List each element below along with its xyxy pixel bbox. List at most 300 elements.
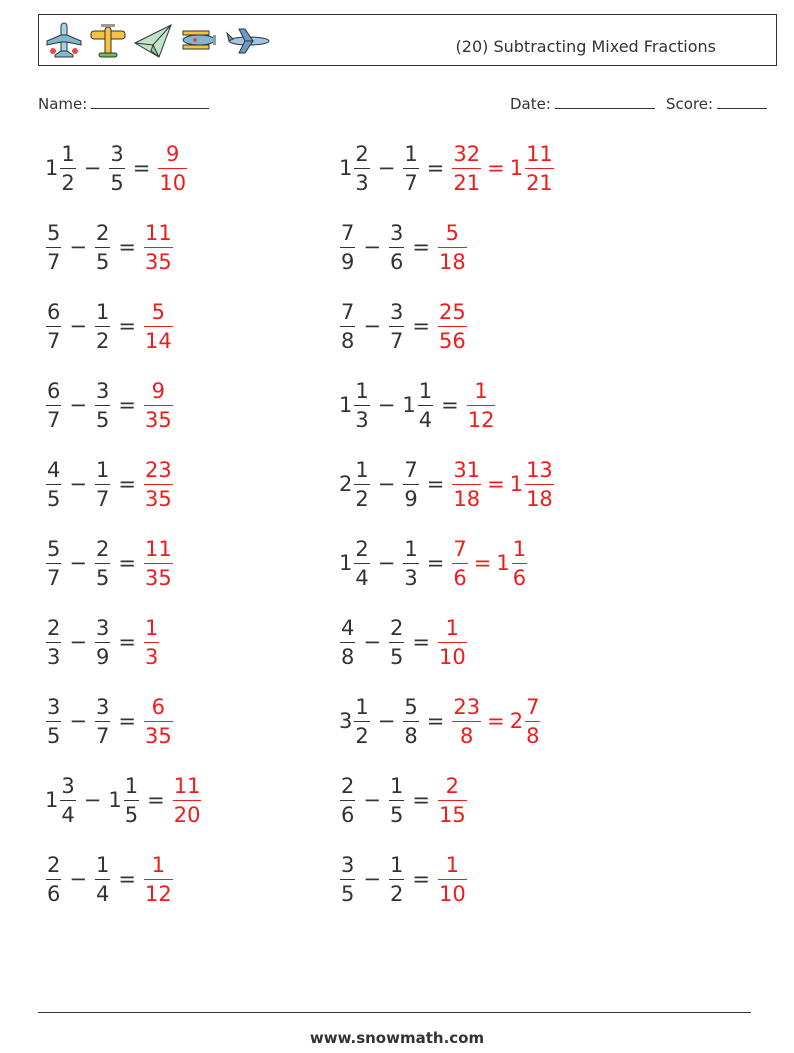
subtrahend [93, 693, 112, 750]
denominator: 20 [173, 802, 201, 827]
numerator: 7 [453, 536, 467, 561]
numerator: 1 [355, 694, 369, 719]
fraction [95, 377, 110, 434]
fraction [389, 298, 404, 355]
date-field [510, 94, 655, 113]
answer [450, 693, 542, 750]
fraction [389, 219, 404, 276]
fraction [124, 772, 139, 829]
equals-sign: = [118, 393, 136, 417]
numerator: 1 [389, 852, 404, 877]
equals-sign: = [412, 314, 430, 338]
denominator: 15 [438, 802, 466, 827]
subtrahend [387, 614, 406, 671]
problem-6 [338, 295, 469, 357]
numerator: 7 [526, 694, 540, 719]
denominator: 35 [144, 565, 172, 590]
answer-mixed-number [509, 140, 556, 197]
equals-sign: = [118, 314, 136, 338]
subtrahend [387, 298, 406, 355]
subtrahend [401, 456, 420, 513]
minuend [338, 693, 372, 750]
problem-12 [338, 532, 529, 594]
score-blank[interactable] [717, 94, 767, 109]
paper-plane-icon [133, 21, 173, 61]
denominator: 5 [95, 249, 110, 274]
whole-number: 1 [339, 156, 353, 180]
equals-sign: = [426, 156, 445, 180]
answer [142, 219, 175, 276]
denominator: 9 [404, 486, 418, 511]
subtrahend [93, 456, 112, 513]
denominator: 6 [389, 249, 404, 274]
minuend [44, 693, 63, 750]
answer-fraction [452, 535, 467, 592]
subtrahend [93, 851, 112, 908]
denominator: 7 [95, 486, 110, 511]
numerator: 2 [95, 536, 110, 561]
answer [142, 693, 175, 750]
denominator: 5 [341, 881, 355, 906]
name-field [38, 94, 209, 113]
minus-sign: − [69, 393, 87, 417]
numerator: 2 [445, 773, 460, 798]
numerator: 2 [95, 220, 110, 245]
fraction [46, 219, 61, 276]
numerator: 3 [95, 694, 110, 719]
answer [171, 772, 204, 829]
numerator: 1 [418, 378, 433, 403]
equals-sign: = [118, 630, 136, 654]
problem-7 [44, 374, 175, 436]
numerator: 3 [95, 378, 110, 403]
subtrahend [107, 772, 141, 829]
denominator: 7 [389, 328, 404, 353]
numerator: 7 [341, 220, 355, 245]
subtrahend [401, 140, 420, 197]
subtrahend [93, 219, 112, 276]
subtrahend [387, 851, 406, 908]
numerator: 2 [47, 615, 61, 640]
numerator: 3 [389, 299, 404, 324]
numerator: 3 [47, 694, 61, 719]
minus-sign: − [363, 788, 381, 812]
numerator: 23 [453, 694, 481, 719]
minus-sign: − [363, 314, 381, 338]
numerator: 3 [389, 220, 404, 245]
denominator: 2 [61, 170, 75, 195]
answer [450, 140, 555, 197]
fraction [46, 614, 61, 671]
denominator: 9 [341, 249, 355, 274]
numerator: 9 [166, 141, 180, 166]
whole-number: 1 [339, 551, 353, 575]
minus-sign: − [377, 551, 396, 575]
problem-5 [44, 295, 175, 357]
subtrahend [401, 377, 435, 434]
numerator: 1 [144, 615, 159, 640]
problem-17 [44, 769, 203, 831]
answer-fraction [158, 140, 187, 197]
answer-fraction [438, 298, 467, 355]
numerator: 9 [151, 378, 166, 403]
minus-sign: − [363, 867, 381, 891]
answer-fraction [144, 219, 173, 276]
numerator: 1 [404, 141, 418, 166]
equals-sign: = [147, 788, 165, 812]
subtrahend [401, 693, 420, 750]
numerator: 4 [341, 615, 355, 640]
subtrahend [107, 140, 126, 197]
problem-13 [44, 611, 161, 673]
answer-equals-sign: = [487, 156, 505, 180]
equals-sign: = [118, 472, 136, 496]
fraction [389, 772, 404, 829]
problem-2 [338, 137, 556, 199]
numerator: 1 [389, 773, 404, 798]
minuend [44, 219, 63, 276]
numerator: 1 [445, 852, 460, 877]
denominator: 6 [47, 881, 61, 906]
answer-fraction [144, 851, 173, 908]
denominator: 3 [404, 565, 418, 590]
equals-sign: = [412, 235, 430, 259]
denominator: 8 [460, 723, 474, 748]
problem-15 [44, 690, 175, 752]
numerator: 25 [438, 299, 466, 324]
denominator: 5 [389, 802, 404, 827]
score-label: Score: [666, 95, 714, 113]
numerator: 11 [144, 536, 172, 561]
subtrahend [93, 377, 112, 434]
denominator: 7 [95, 723, 110, 748]
answer-fraction [144, 456, 173, 513]
numerator: 1 [61, 141, 75, 166]
minus-sign: − [83, 788, 102, 812]
denominator: 5 [110, 170, 124, 195]
fraction [46, 693, 61, 750]
denominator: 3 [47, 644, 61, 669]
whole-number: 1 [45, 788, 59, 812]
numerator: 6 [47, 378, 61, 403]
numerator: 7 [341, 299, 355, 324]
fraction [95, 298, 110, 355]
worksheet-title: (20) Subtracting Mixed Fractions [455, 37, 716, 56]
numerator: 11 [526, 141, 553, 166]
answer-fraction [452, 140, 481, 197]
minuend [338, 456, 372, 513]
answer [142, 535, 175, 592]
answer-equals-sign: = [487, 472, 505, 496]
equals-sign: = [118, 235, 136, 259]
denominator: 5 [47, 486, 61, 511]
fraction [354, 456, 369, 513]
denominator: 2 [95, 328, 110, 353]
numerator: 3 [110, 141, 124, 166]
denominator: 14 [144, 328, 172, 353]
numerator: 5 [151, 299, 166, 324]
fraction [340, 614, 355, 671]
numerator: 5 [445, 220, 460, 245]
header-box [38, 14, 777, 66]
fraction [340, 298, 355, 355]
answer-mixed-number [509, 693, 543, 750]
fraction [403, 693, 418, 750]
problem-11 [44, 532, 175, 594]
denominator: 2 [389, 881, 404, 906]
answer [450, 535, 529, 592]
numerator: 2 [355, 141, 369, 166]
denominator: 3 [144, 644, 159, 669]
denominator: 10 [438, 881, 466, 906]
minuend [44, 614, 63, 671]
fraction [340, 772, 355, 829]
answer-mixed-number [495, 535, 529, 592]
name-blank[interactable] [91, 94, 209, 109]
equals-sign: = [412, 867, 430, 891]
minuend [44, 140, 78, 197]
equals-sign: = [426, 472, 445, 496]
fraction [403, 535, 418, 592]
denominator: 3 [355, 170, 369, 195]
fraction [46, 298, 61, 355]
fraction [95, 693, 110, 750]
fraction [46, 535, 61, 592]
subtrahend [387, 219, 406, 276]
numerator: 32 [453, 141, 481, 166]
equals-sign: = [412, 630, 430, 654]
minuend [338, 614, 357, 671]
answer-fraction [144, 614, 159, 671]
whole-number: 1 [509, 156, 524, 180]
fraction [403, 140, 418, 197]
whole-number: 1 [402, 393, 416, 417]
problem-8 [338, 374, 497, 436]
answer-fraction [438, 219, 467, 276]
denominator: 35 [144, 723, 172, 748]
denominator: 7 [47, 328, 61, 353]
denominator: 6 [341, 802, 355, 827]
whole-number: 2 [339, 472, 353, 496]
denominator: 21 [453, 170, 481, 195]
answer [142, 298, 175, 355]
fraction [95, 535, 110, 592]
equals-sign: = [426, 709, 445, 733]
fraction [60, 772, 75, 829]
fraction [354, 140, 369, 197]
fraction [418, 377, 433, 434]
numerator: 2 [47, 852, 61, 877]
fraction [525, 693, 540, 750]
answer [436, 219, 469, 276]
minuend [44, 377, 63, 434]
minus-sign: − [377, 709, 396, 733]
numerator: 5 [404, 694, 418, 719]
score-field [666, 94, 767, 113]
fraction [95, 614, 110, 671]
minus-sign: − [377, 472, 396, 496]
numerator: 1 [124, 773, 139, 798]
airplane-icon [45, 21, 83, 61]
numerator: 1 [95, 457, 110, 482]
whole-number: 2 [509, 709, 524, 733]
fraction [95, 456, 110, 513]
subtrahend [387, 772, 406, 829]
numerator: 1 [151, 852, 166, 877]
problem-20 [338, 848, 469, 910]
answer-fraction [144, 535, 173, 592]
subtrahend [93, 535, 112, 592]
answer [450, 456, 555, 513]
answer [436, 851, 469, 908]
problem-9 [44, 453, 175, 515]
numerator: 6 [151, 694, 166, 719]
fraction [95, 851, 110, 908]
denominator: 8 [526, 723, 540, 748]
answer-equals-sign: = [473, 551, 492, 575]
numerator: 3 [61, 773, 75, 798]
equals-sign: = [132, 156, 151, 180]
fraction [60, 140, 75, 197]
whole-number: 1 [509, 472, 524, 496]
fraction [354, 377, 369, 434]
equals-sign: = [426, 551, 445, 575]
problem-14 [338, 611, 469, 673]
date-blank[interactable] [555, 94, 655, 109]
fraction [340, 851, 355, 908]
minuend [338, 377, 372, 434]
numerator: 5 [47, 220, 61, 245]
whole-number: 3 [339, 709, 353, 733]
fraction [525, 456, 554, 513]
denominator: 5 [47, 723, 61, 748]
denominator: 4 [61, 802, 75, 827]
numerator: 3 [95, 615, 110, 640]
problem-3 [44, 216, 175, 278]
minus-sign: − [69, 867, 87, 891]
minuend [44, 456, 63, 513]
numerator: 2 [341, 773, 355, 798]
denominator: 10 [438, 644, 466, 669]
minus-sign: − [69, 314, 87, 338]
answer-fraction [144, 377, 173, 434]
numerator: 23 [144, 457, 172, 482]
fraction [525, 140, 554, 197]
fraction [354, 693, 369, 750]
answer [142, 456, 175, 513]
answer-fraction [438, 772, 467, 829]
denominator: 21 [526, 170, 553, 195]
numerator: 1 [512, 536, 527, 561]
fraction [46, 456, 61, 513]
denominator: 35 [144, 486, 172, 511]
answer [436, 614, 469, 671]
minuend [44, 298, 63, 355]
denominator: 8 [341, 328, 355, 353]
answer [142, 851, 175, 908]
denominator: 4 [95, 881, 110, 906]
minuend [338, 219, 357, 276]
answer-fraction [144, 298, 173, 355]
minuend [44, 851, 63, 908]
numerator: 5 [47, 536, 61, 561]
numerator: 1 [355, 457, 369, 482]
propeller-plane-icon [89, 21, 127, 61]
whole-number: 1 [45, 156, 59, 180]
minus-sign: − [377, 393, 396, 417]
denominator: 5 [95, 407, 110, 432]
answer [156, 140, 189, 197]
numerator: 31 [453, 457, 481, 482]
biplane-icon [179, 21, 219, 61]
date-label: Date: [510, 95, 551, 113]
answer-fraction [173, 772, 202, 829]
footer-url: www.snowmath.com [309, 1029, 485, 1047]
jet-icon [225, 21, 271, 61]
problem-16 [338, 690, 542, 752]
minus-sign: − [69, 551, 87, 575]
denominator: 7 [47, 565, 61, 590]
answer [142, 377, 175, 434]
subtrahend [401, 535, 420, 592]
denominator: 6 [453, 565, 467, 590]
minus-sign: − [69, 709, 87, 733]
denominator: 2 [355, 723, 369, 748]
answer [436, 772, 469, 829]
denominator: 4 [418, 407, 433, 432]
denominator: 5 [389, 644, 404, 669]
problem-1 [44, 137, 189, 199]
footer-divider [38, 1012, 751, 1013]
fraction [512, 535, 527, 592]
numerator: 3 [341, 852, 355, 877]
problem-18 [338, 769, 469, 831]
fraction [46, 377, 61, 434]
denominator: 2 [355, 486, 369, 511]
fraction [340, 219, 355, 276]
problem-10 [338, 453, 556, 515]
minuend [44, 772, 78, 829]
denominator: 35 [144, 249, 172, 274]
minuend [338, 772, 357, 829]
numerator: 1 [404, 536, 418, 561]
fraction [95, 219, 110, 276]
minus-sign: − [363, 235, 381, 259]
minuend [338, 140, 372, 197]
answer [436, 298, 469, 355]
numerator: 2 [355, 536, 369, 561]
denominator: 56 [438, 328, 466, 353]
fraction [354, 535, 369, 592]
numerator: 1 [474, 378, 488, 403]
equals-sign: = [118, 867, 136, 891]
answer-mixed-number [509, 456, 556, 513]
denominator: 18 [526, 486, 553, 511]
denominator: 18 [453, 486, 481, 511]
denominator: 7 [47, 249, 61, 274]
denominator: 5 [95, 565, 110, 590]
minus-sign: − [377, 156, 396, 180]
denominator: 6 [512, 565, 527, 590]
equals-sign: = [412, 788, 430, 812]
whole-number: 1 [496, 551, 510, 575]
equals-sign: = [441, 393, 459, 417]
numerator: 1 [445, 615, 460, 640]
problem-19 [44, 848, 175, 910]
minus-sign: − [69, 235, 87, 259]
denominator: 10 [159, 170, 187, 195]
answer-fraction [438, 614, 467, 671]
